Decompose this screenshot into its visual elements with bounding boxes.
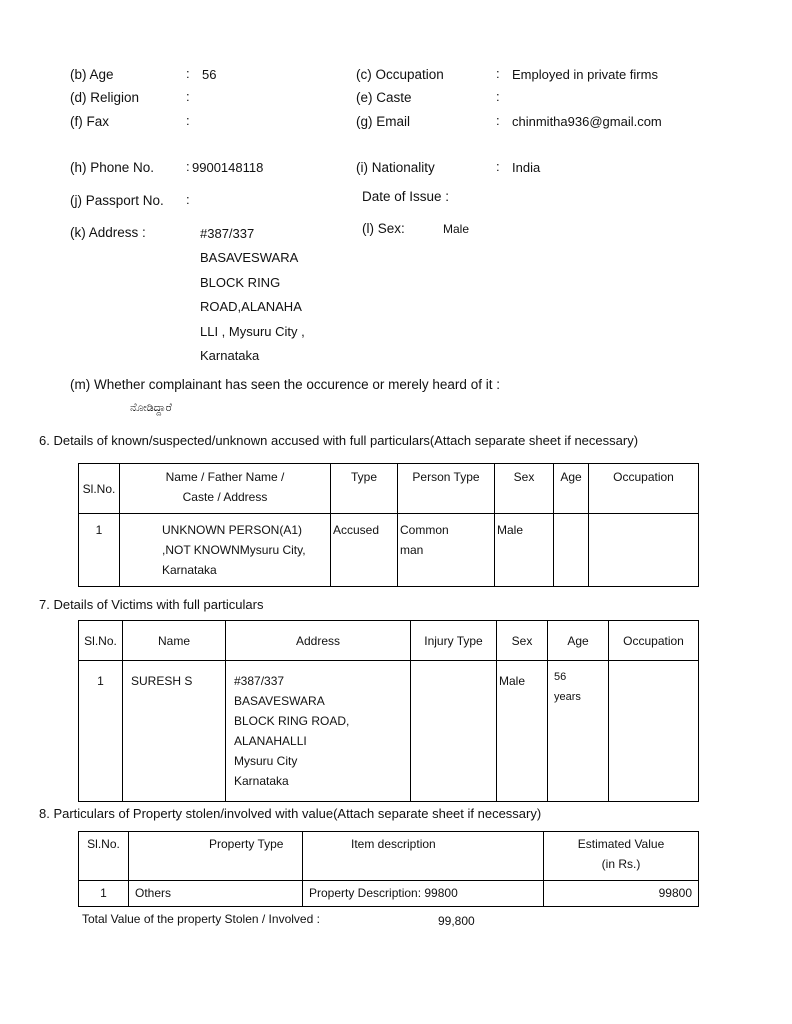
cell-sex: Male — [499, 674, 526, 688]
victims-table — [78, 620, 699, 802]
col-estimated-value-line1: Estimated Value — [577, 837, 665, 851]
cell-address-line: #387/337 — [234, 674, 285, 688]
cell-name-line: ,NOT KNOWNMysuru City, — [162, 543, 306, 557]
phone-colon: : — [186, 159, 190, 174]
address-line: BLOCK RING — [200, 274, 281, 290]
table-row — [79, 661, 699, 802]
cell-name-line: UNKNOWN PERSON(A1) — [162, 523, 303, 537]
cell-slno: 1 — [100, 886, 107, 900]
nationality-value: India — [512, 160, 541, 175]
cell-name: SURESH S — [131, 674, 193, 688]
cell-type: Accused — [333, 523, 380, 537]
occupation-label: (c) Occupation — [356, 67, 444, 82]
age-colon: : — [186, 66, 190, 81]
witness-value: ನೋಡಿದ್ದಾರೆ — [130, 401, 172, 414]
fax-label: (f) Fax — [70, 114, 109, 129]
col-sex: Sex — [513, 470, 535, 484]
email-value: chinmitha936@gmail.com — [512, 114, 662, 129]
cell-age-line: 56 — [554, 671, 567, 683]
col-sex: Sex — [497, 621, 548, 661]
passport-colon: : — [186, 192, 190, 207]
col-person-type: Person Type — [412, 470, 480, 484]
address-line: LLI , Mysuru City , — [200, 323, 305, 339]
nationality-label: (i) Nationality — [356, 160, 435, 175]
col-slno: Sl.No. — [87, 837, 120, 851]
section7-title: 7. Details of Victims with full particulars — [39, 597, 264, 612]
cell-sex: Male — [497, 523, 524, 537]
sex-value: Male — [443, 222, 470, 236]
col-estimated-value-line2: (in Rs.) — [601, 857, 641, 871]
col-slno: Sl.No. — [79, 621, 123, 661]
cell-item-description: Property Description: 99800 — [309, 886, 458, 900]
col-occupation: Occupation — [613, 470, 674, 484]
nationality-colon: : — [496, 159, 500, 174]
col-type: Type — [350, 470, 377, 484]
religion-colon: : — [186, 89, 190, 104]
cell-address-line: Karnataka — [234, 774, 289, 788]
total-value: 99,800 — [438, 914, 475, 928]
address-value — [200, 222, 305, 368]
cell-property-type: Others — [135, 886, 172, 900]
email-colon: : — [496, 113, 500, 128]
cell-address-line: BASAVESWARA — [234, 694, 325, 708]
phone-value: 9900148118 — [192, 160, 264, 175]
table-row — [79, 514, 699, 587]
cell-address — [226, 661, 410, 801]
caste-label: (e) Caste — [356, 90, 412, 105]
col-occupation: Occupation — [609, 621, 699, 661]
cell-estimated-value: 99800 — [658, 886, 692, 900]
col-address: Address — [226, 621, 411, 661]
address-label: (k) Address : — [70, 225, 146, 240]
cell-age — [548, 661, 608, 713]
col-estimated-value — [544, 832, 698, 880]
date-of-issue-label: Date of Issue : — [362, 189, 450, 204]
address-line: BASAVESWARA — [200, 250, 299, 266]
section8-title: 8. Particulars of Property stolen/involved with value(Attach separate sheet if necessary) — [39, 806, 542, 821]
address-line: #387/337 — [200, 226, 255, 241]
witness-label: (m) Whether complainant has seen the occurence or merely heard of it : — [70, 377, 500, 392]
age-value: 56 — [202, 67, 217, 82]
occupation-value: Employed in private firms — [512, 67, 658, 82]
col-name-line1: Name / Father Name / — [165, 470, 285, 484]
table-row — [79, 881, 699, 907]
religion-label: (d) Religion — [70, 90, 140, 105]
age-label: (b) Age — [70, 67, 114, 82]
cell-age-line: years — [554, 691, 581, 703]
email-label: (g) Email — [356, 114, 411, 129]
phone-label: (h) Phone No. — [70, 160, 155, 175]
cell-address-line: BLOCK RING ROAD, — [234, 714, 350, 728]
cell-address-line: ALANAHALLI — [234, 734, 307, 748]
passport-label: (j) Passport No. — [70, 193, 164, 208]
occupation-colon: : — [496, 66, 500, 81]
cell-age — [554, 514, 588, 526]
cell-occupation — [609, 661, 698, 673]
col-age: Age — [548, 621, 609, 661]
col-name: Name — [123, 621, 226, 661]
cell-name — [120, 514, 330, 586]
cell-person-type — [398, 514, 494, 566]
property-table — [78, 831, 699, 907]
cell-injury-type — [411, 661, 496, 677]
accused-table — [78, 463, 699, 587]
col-name — [120, 464, 331, 514]
col-slno: Sl.No. — [79, 464, 120, 514]
col-name-line2: Caste / Address — [182, 490, 268, 504]
sex-label: (l) Sex: — [362, 221, 405, 236]
cell-person-type-line: man — [400, 543, 424, 557]
cell-person-type-line: Common — [400, 523, 449, 537]
section6-title: 6. Details of known/suspected/unknown accused with full particulars(Attach separate sheet if necessary) — [39, 433, 639, 448]
cell-address-line: Mysuru City — [234, 754, 298, 768]
col-injury-type: Injury Type — [411, 621, 497, 661]
cell-name-line: Karnataka — [162, 563, 217, 577]
address-line: Karnataka — [200, 348, 260, 364]
cell-slno: 1 — [97, 674, 104, 688]
address-line: ROAD,ALANAHA — [200, 299, 302, 315]
cell-slno: 1 — [95, 523, 103, 537]
col-age: Age — [560, 470, 582, 484]
total-value-label: Total Value of the property Stolen / Involved : — [82, 912, 320, 926]
cell-occupation — [589, 514, 698, 526]
caste-colon: : — [496, 89, 500, 104]
fax-colon: : — [186, 113, 190, 128]
col-property-type: Property Type — [209, 837, 284, 851]
col-item-description: Item description — [351, 837, 436, 851]
